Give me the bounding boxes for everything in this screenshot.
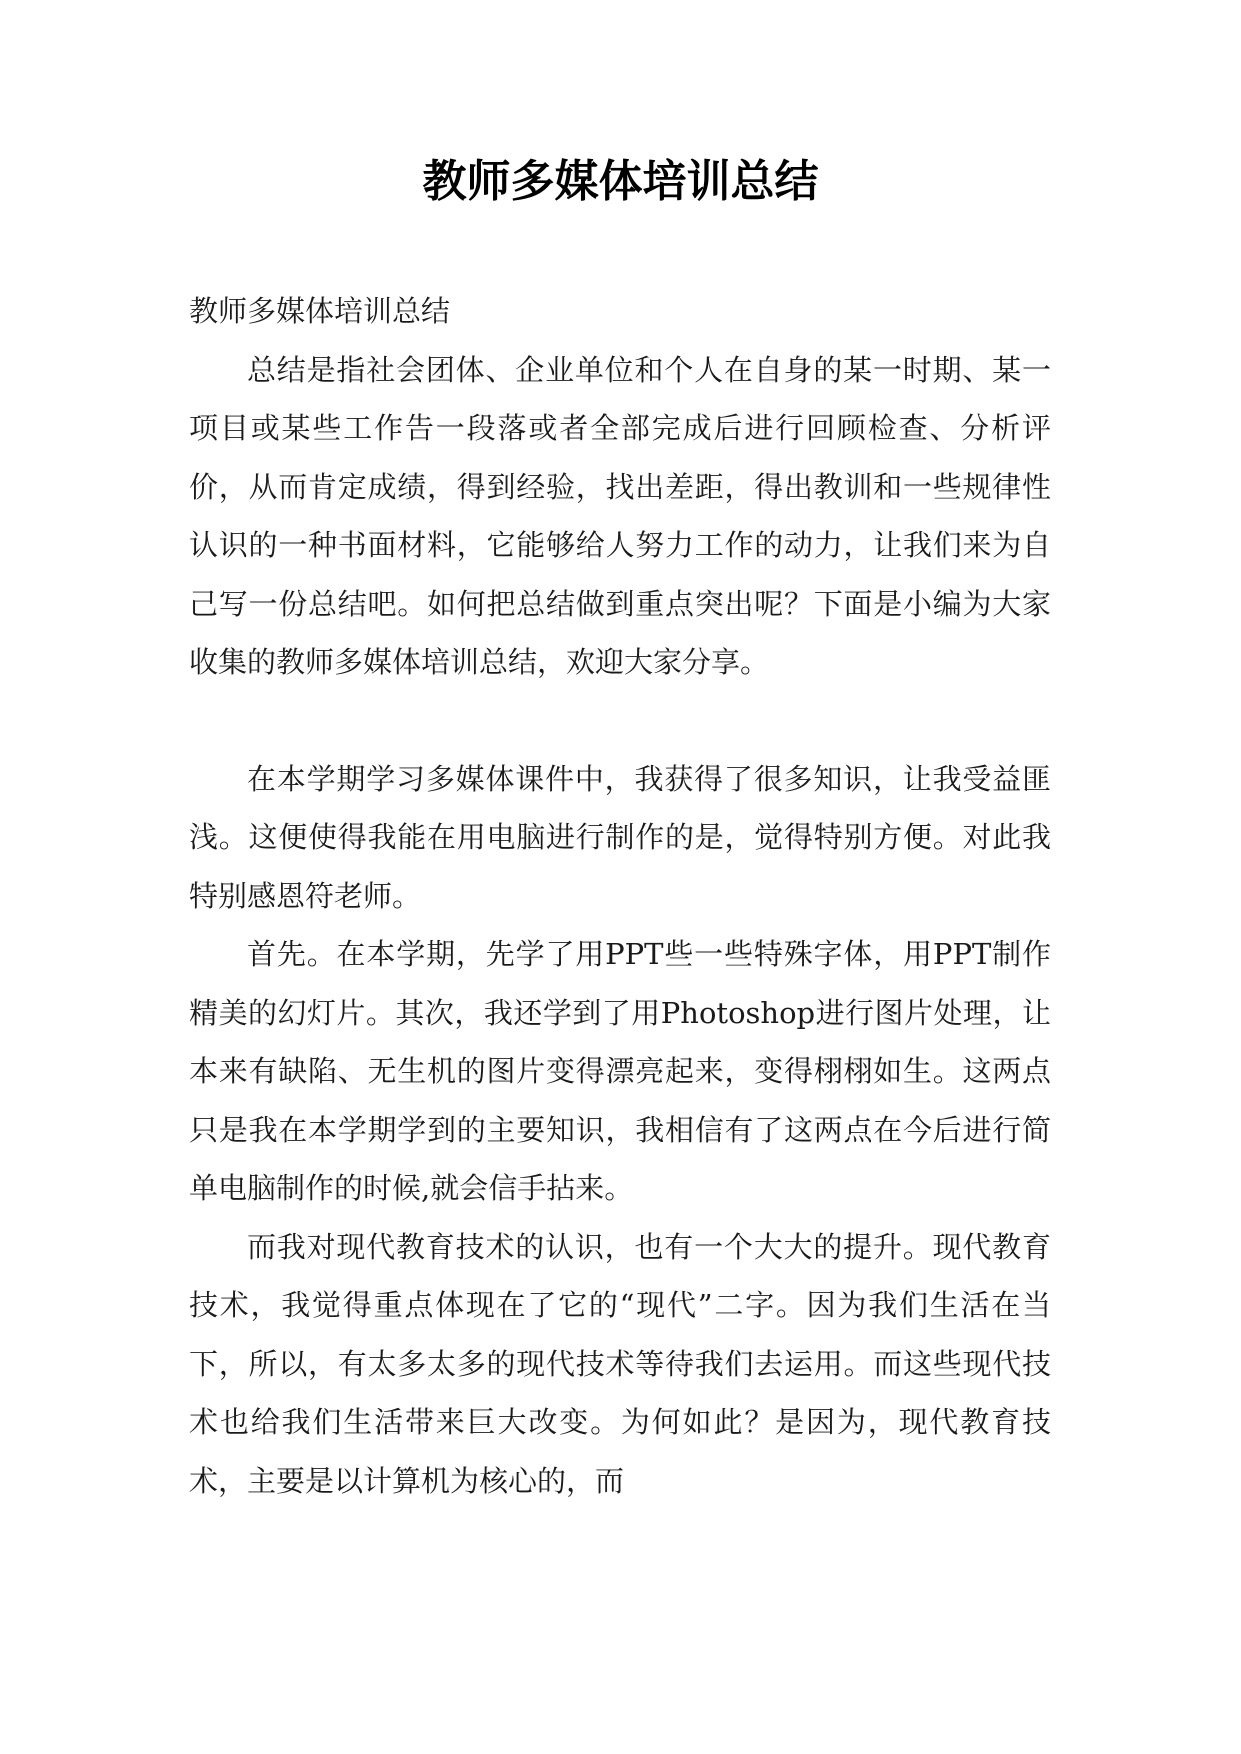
paragraph-first: 首先。在本学期，先学了用PPT些一些特殊字体，用PPT制作精美的幻灯片。其次，我还学到了用Photoshop进行图片处理，让本来有缺陷、无生机的图片变得漂亮起来，变得栩栩如生。这两点只是我在本学期学到的主要知识，我相信有了这两点在今后进行简单电脑制作的时候,就会信手拈来。 [189,937,1051,1205]
paragraph-modern-tech: 而我对现代教育技术的认识，也有一个大大的提升。现代教育技术，我觉得重点体现在了它的“现代”二字。因为我们生活在当下，所以，有太多太多的现代技术等待我们去运用。而这些现代技术也给我们生活带来巨大改变。为何如此？是因为，现代教育技术，主要是以计算机为核心的，而 [189,1229,1051,1498]
paragraph-gap [189,692,1051,750]
document-body [189,282,1051,1510]
paragraph-learning: 在本学期学习多媒体课件中，我获得了很多知识，让我受益匪浅。这便使得我能在用电脑进行制作的是，觉得特别方便。对此我特别感恩符老师。 [189,761,1051,913]
paragraph-intro: 总结是指社会团体、企业单位和个人在自身的某一时期、某一项目或某些工作告一段落或者全部完成后进行回顾检查、分析评价，从而肯定成绩，得到经验，找出差距，得出教训和一些规律性认识的一种书面材料，它能够给人努力工作的动力，让我们来为自己写一份总结吧。如何把总结做到重点突出呢？下面是小编为大家收集的教师多媒体培训总结，欢迎大家分享。 [189,352,1051,679]
document-title: 教师多媒体培训总结 [422,156,819,207]
document-subtitle: 教师多媒体培训总结 [189,294,451,328]
